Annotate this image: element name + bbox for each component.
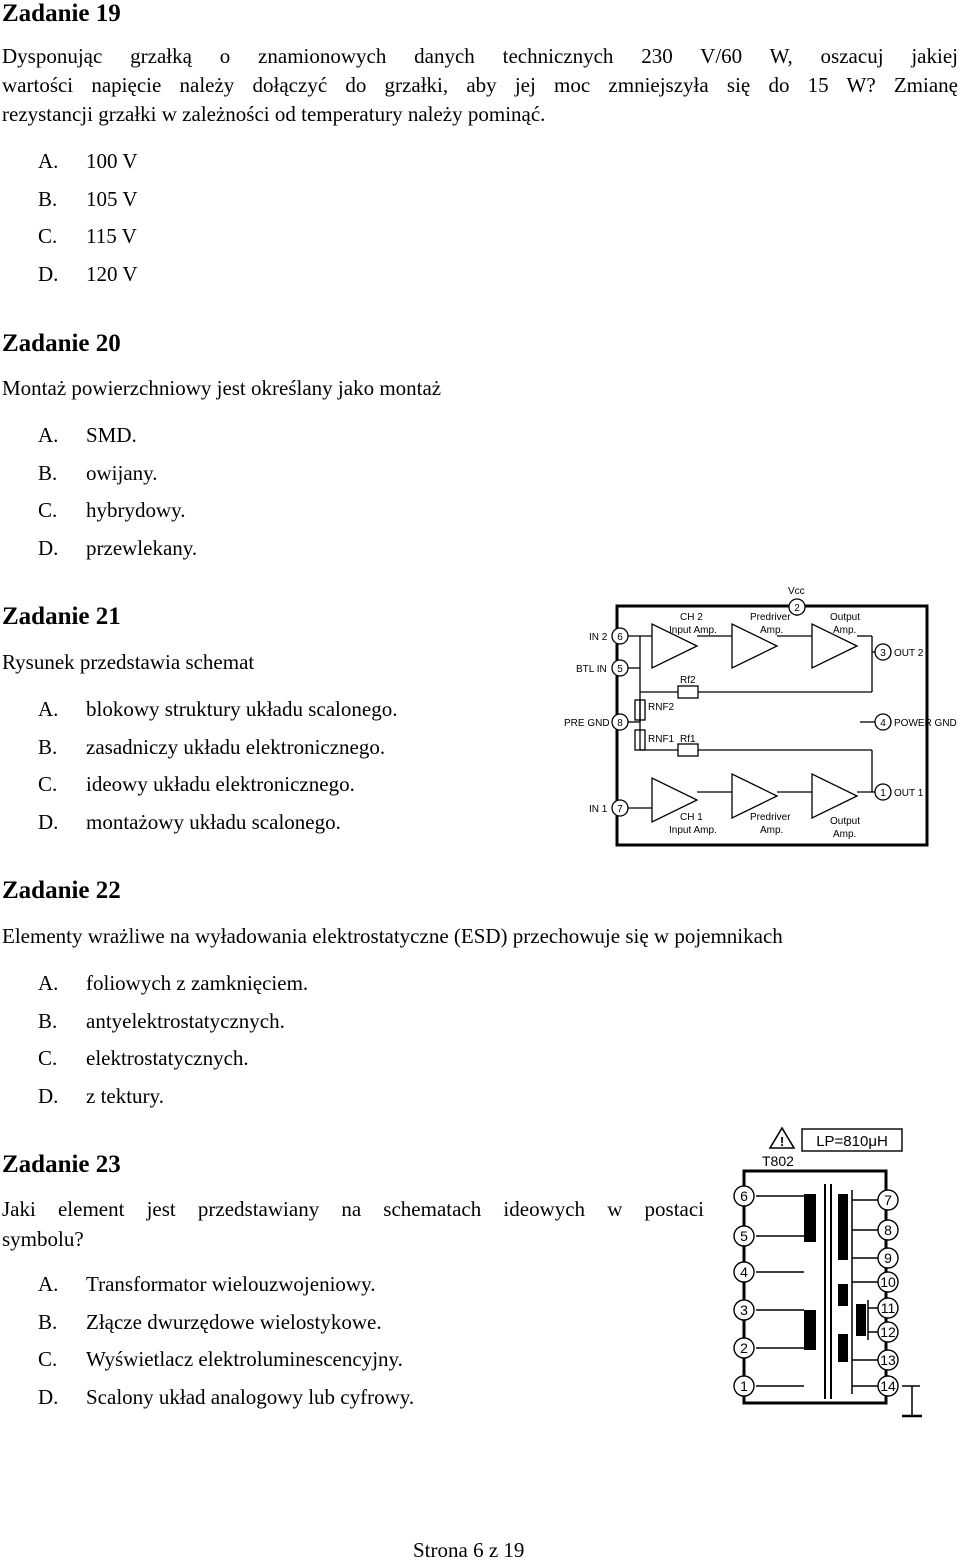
pin-right-9: 9 [884, 1250, 892, 1266]
q19-title: Zadanie 19 [2, 0, 121, 27]
option-text: antyelektrostatycznych. [86, 1009, 285, 1033]
pin-right-7: 7 [884, 1192, 892, 1208]
page-number: Strona 6 z 19 [413, 1538, 525, 1562]
option-text: Wyświetlacz elektroluminescencyjny. [86, 1347, 403, 1371]
option-text: 115 V [86, 224, 137, 248]
pin-5-number: 5 [617, 664, 623, 675]
ref-label: T802 [762, 1153, 794, 1169]
label-rnf2: RNF2 [648, 702, 675, 713]
label-vcc: Vcc [788, 586, 805, 597]
option-text: elektrostatycznych. [86, 1046, 249, 1070]
label-out2: OUT 2 [894, 648, 924, 659]
option-letter: D. [38, 1084, 59, 1108]
pin-left-4: 4 [740, 1264, 748, 1280]
label-rnf1: RNF1 [648, 734, 675, 745]
option-letter: B. [38, 461, 58, 485]
q21-text-line1: Rysunek przedstawia schemat [2, 650, 255, 674]
option-letter: D. [38, 262, 59, 286]
option-letter: A. [38, 971, 59, 995]
option-letter: C. [38, 498, 58, 522]
option-letter: A. [38, 697, 59, 721]
option-letter: B. [38, 187, 58, 211]
option-text: blokowy struktury układu scalonego. [86, 697, 398, 721]
winding-primary-top [804, 1194, 816, 1242]
pin-right-13: 13 [880, 1352, 896, 1368]
q20-text-line1: Montaż powierzchniowy jest określany jako montaż [2, 376, 442, 400]
label-ch1-input-amp: Input Amp. [669, 825, 717, 836]
label-output-amp-top: Amp. [833, 625, 857, 636]
label-ch2: CH 2 [680, 612, 703, 623]
q19-text-line1: Dysponując grzałką o znamionowych danych technicznych 230 V/60 W, oszacuj jakiej [2, 44, 958, 68]
option-letter: C. [38, 772, 58, 796]
label-ch2-input-amp: Input Amp. [669, 625, 717, 636]
option-text: z tektury. [86, 1084, 164, 1108]
winding-tap [856, 1304, 866, 1336]
label-predriver-bottom: Predriver [750, 812, 791, 823]
amplifier-block-diagram [560, 580, 960, 852]
label-rf1: Rf1 [680, 734, 696, 745]
option-text: SMD. [86, 423, 137, 447]
option-text: przewlekany. [86, 536, 198, 560]
q23-text-line2: symbolu? [2, 1227, 84, 1251]
label-in1: IN 1 [589, 804, 608, 815]
pin-2-number: 2 [794, 603, 800, 614]
label-out1: OUT 1 [894, 788, 924, 799]
option-letter: D. [38, 1385, 59, 1409]
pin-left-6: 6 [740, 1188, 748, 1204]
pin-left-3: 3 [740, 1302, 748, 1318]
label-ch1: CH 1 [680, 812, 703, 823]
option-letter: A. [38, 149, 59, 173]
winding-secondary-bottom [838, 1334, 848, 1362]
option-letter: C. [38, 1046, 58, 1070]
lp-label: LP=810μH [816, 1133, 888, 1150]
option-text: zasadniczy układu elektronicznego. [86, 735, 386, 759]
option-text: hybrydowy. [86, 498, 186, 522]
label-btl-in: BTL IN [576, 664, 607, 675]
label-predriver-top: Predriver [750, 612, 791, 623]
q20-title: Zadanie 20 [2, 330, 121, 357]
pin-6-number: 6 [617, 632, 623, 643]
option-letter: B. [38, 735, 58, 759]
label-predriver-amp-bottom: Amp. [760, 825, 784, 836]
label-power-gnd: POWER GND [894, 718, 957, 729]
option-text: Transformator wielouzwojeniowy. [86, 1272, 376, 1296]
pin-1-number: 1 [880, 788, 886, 799]
option-text: 120 V [86, 262, 138, 286]
option-text: Złącze dwurzędowe wielostykowe. [86, 1310, 382, 1334]
pin-3-number: 3 [880, 648, 886, 659]
winding-secondary-mid [838, 1284, 848, 1306]
pin-left-1: 1 [740, 1378, 748, 1394]
option-text: owijany. [86, 461, 158, 485]
resistor-rf1 [678, 744, 698, 756]
q19-text-line2: wartości napięcie należy dołączyć do grzałki, aby jej moc zmniejszyła się do 15 W? Zmianę [2, 73, 958, 97]
label-pre-gnd: PRE GND [564, 718, 610, 729]
resistor-rf2 [678, 686, 698, 698]
q19-text-line3: rezystancji grzałki w zależności od temperatury należy pominąć. [2, 102, 546, 126]
pin-8-number: 8 [617, 718, 623, 729]
option-text: foliowych z zamknięciem. [86, 971, 309, 995]
option-letter: B. [38, 1310, 58, 1334]
option-letter: B. [38, 1009, 58, 1033]
option-letter: D. [38, 536, 59, 560]
pin-right-11: 11 [880, 1300, 896, 1316]
option-text: 100 V [86, 149, 138, 173]
option-letter: A. [38, 1272, 59, 1296]
q23-text-line1: Jaki element jest przedstawiany na schematach ideowych w postaci [2, 1197, 704, 1221]
warning-mark: ! [779, 1134, 785, 1149]
pin-4-number: 4 [880, 718, 886, 729]
option-text: montażowy układu scalonego. [86, 810, 341, 834]
option-text: Scalony układ analogowy lub cyfrowy. [86, 1385, 415, 1409]
pin-right-12: 12 [880, 1324, 896, 1340]
label-output-amp-bottom: Amp. [833, 829, 857, 840]
winding-secondary-top [838, 1194, 848, 1260]
option-letter: A. [38, 423, 59, 447]
option-text: 105 V [86, 187, 138, 211]
pin-left-5: 5 [740, 1228, 748, 1244]
q22-title: Zadanie 22 [2, 877, 121, 904]
amp-ch1-output [812, 774, 857, 818]
label-rf2: Rf2 [680, 675, 696, 686]
option-text: ideowy układu elektronicznego. [86, 772, 355, 796]
option-letter: C. [38, 1347, 58, 1371]
pin-left-2: 2 [740, 1340, 748, 1356]
label-output-bottom: Output [830, 816, 861, 827]
label-output-top: Output [830, 612, 861, 623]
q21-title: Zadanie 21 [2, 603, 121, 630]
transformer-symbol [720, 1124, 930, 1424]
pin-right-10: 10 [880, 1274, 896, 1290]
pin-7-number: 7 [617, 804, 623, 815]
q22-text-line1: Elementy wrażliwe na wyładowania elektrostatyczne (ESD) przechowuje się w pojemnikach [2, 924, 783, 948]
winding-primary-bottom [804, 1310, 816, 1350]
pin-right-14: 14 [880, 1378, 896, 1394]
option-letter: C. [38, 224, 58, 248]
pin-right-8: 8 [884, 1222, 892, 1238]
label-in2: IN 2 [589, 632, 608, 643]
option-letter: D. [38, 810, 59, 834]
label-predriver-amp-top: Amp. [760, 625, 784, 636]
q23-title: Zadanie 23 [2, 1151, 121, 1178]
